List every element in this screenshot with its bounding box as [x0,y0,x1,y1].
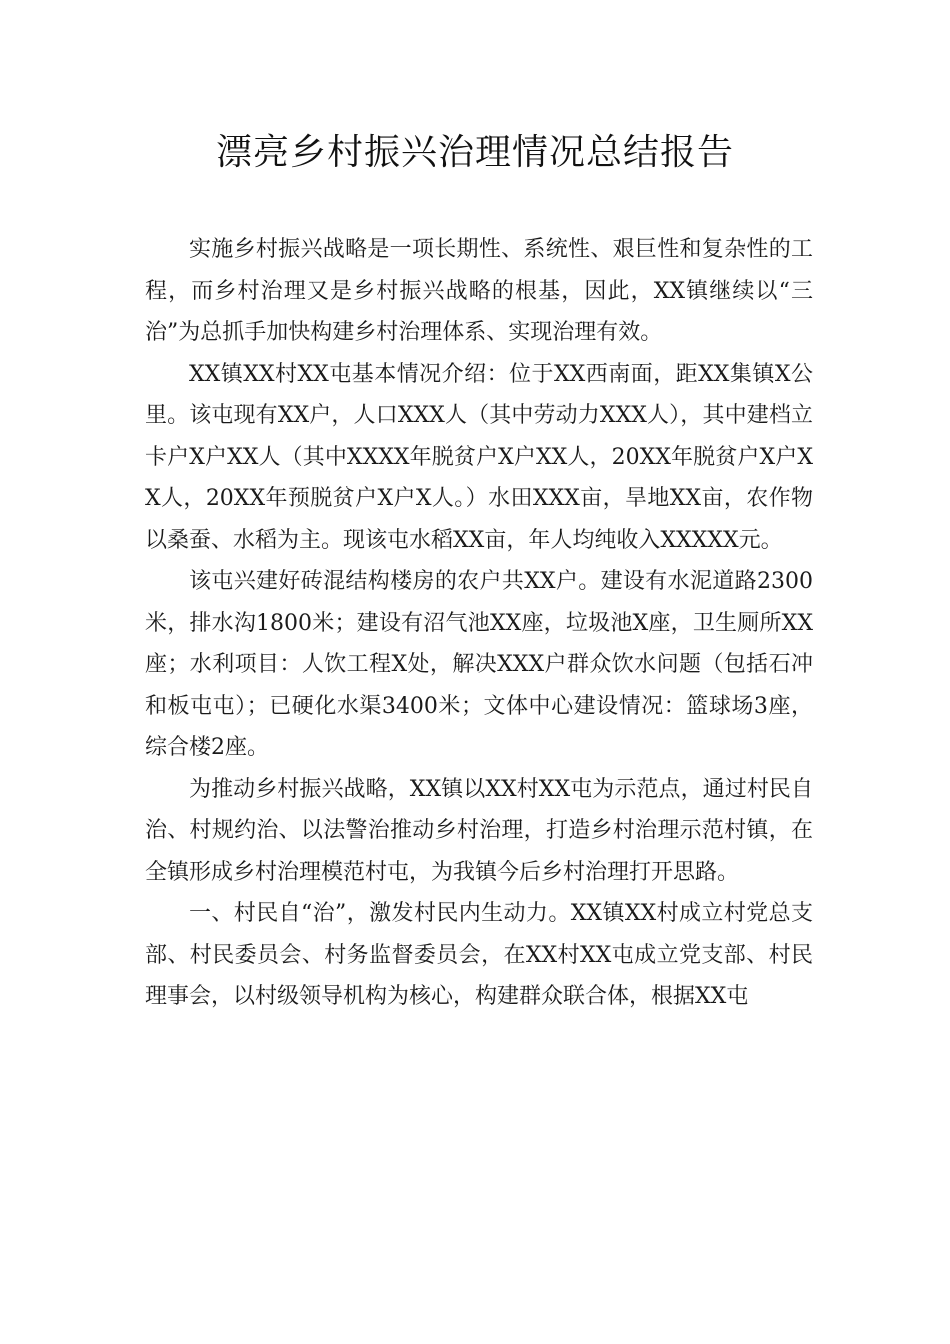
document-title: 漂亮乡村振兴治理情况总结报告 [215,132,734,173]
document-body [145,229,813,1018]
paragraph-basic-info: XX镇XX村XX屯基本情况介绍：位于XX西南面，距XX集镇X公里。该屯现有XX户，人口XXX人（其中劳动力XXX人），其中建档立卡户X户XX人（其中XXXX年脱贫户X户XX人，20XX年脱贫户X户XX人，20XX年预脱贫户X户X人。）水田XXX亩，旱地XX亩，农作物以桑蚕、水稻为主。现该屯水稻XX亩，年人均纯收入XXXXX元。 [145,361,813,553]
paragraph-section-one: 一、村民自“治”，激发村民内生动力。XX镇XX村成立村党总支部、村民委员会、村务监督委员会，在XX村XX屯成立党支部、村民理事会，以村级领导机构为核心，构建群众联合体，根据XX屯 [145,901,813,1009]
paragraph-intro: 实施乡村振兴战略是一项长期性、系统性、艰巨性和复杂性的工程，而乡村治理又是乡村振兴战略的根基，因此，XX镇继续以“三治”为总抓手加快构建乡村治理体系、实现治理有效。 [145,237,813,345]
paragraph-infrastructure: 该屯兴建好砖混结构楼房的农户共XX户。建设有水泥道路2300米，排水沟1800米；建设有沼气池XX座，垃圾池X座，卫生厕所XX座；水利项目：人饮工程X处，解决XXX户群众饮水问题（包括石冲和板屯屯）；已硬化水渠3400米；文体中心建设情况：篮球场3座，综合楼2座。 [145,569,813,760]
paragraph-demonstration: 为推动乡村振兴战略，XX镇以XX村XX屯为示范点，通过村民自治、村规约治、以法警治推动乡村治理，打造乡村治理示范村镇，在全镇形成乡村治理模范村屯，为我镇今后乡村治理打开思路。 [145,776,813,885]
